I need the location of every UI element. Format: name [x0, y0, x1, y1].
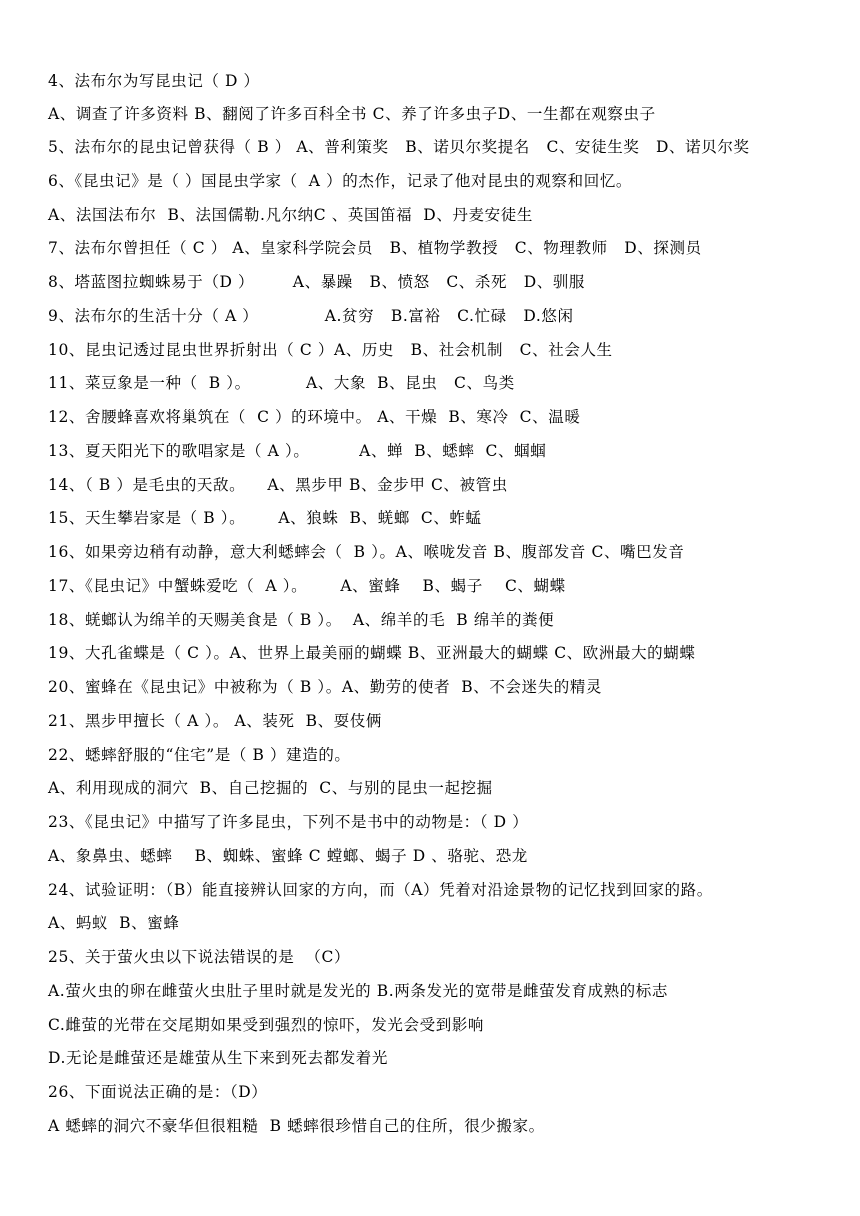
question-23-options: A、象鼻虫、蟋蟀 B、蜘蛛、蜜蜂 C 螳螂、蝎子 D 、骆驼、恐龙: [48, 847, 528, 865]
question-25-option-a-b: A.萤火虫的卵在雌萤火虫肚子里时就是发光的 B.两条发光的宽带是雌萤发育成熟的标志: [48, 982, 668, 1000]
question-22-options: A、利用现成的洞穴 B、自己挖掘的 C、与别的昆虫一起挖掘: [48, 779, 493, 797]
question-24-options: A、蚂蚁 B、蜜蜂: [48, 914, 180, 932]
question-14: 14、（ B ）是毛虫的天敌。 A、黑步甲 B、金步甲 C、被管虫: [48, 476, 508, 494]
question-15: 15、天生攀岩家是（ B ）。 A、狼蛛 B、蜣螂 C、蚱蜢: [48, 509, 482, 527]
question-25-option-c: C.雌萤的光带在交尾期如果受到强烈的惊吓，发光会受到影响: [48, 1016, 485, 1034]
question-16: 16、如果旁边稍有动静，意大利蟋蟀会（ B ）。A、喉咙发音 B、腹部发音 C、嘴巴发音: [48, 543, 685, 561]
question-25: 25、关于萤火虫以下说法错误的是 （C）: [48, 948, 351, 966]
question-10: 10、昆虫记透过昆虫世界折射出（ C ）A、历史 B、社会机制 C、社会人生: [48, 341, 613, 359]
question-13: 13、夏天阳光下的歌唱家是（ A ）。 A、蝉 B、蟋蟀 C、蝈蝈: [48, 442, 547, 460]
question-5: 5、法布尔的昆虫记曾获得（ B ） A、普利策奖 B、诺贝尔奖提名 C、安徒生奖 D、诺贝尔奖: [48, 138, 750, 156]
question-26: 26、下面说法正确的是：（D）: [48, 1083, 268, 1101]
question-17: 17、《昆虫记》中蟹蛛爱吃（ A ）。 A、蜜蜂 B、蝎子 C、蝴蝶: [48, 577, 566, 595]
question-6: 6、《昆虫记》是（ ）国昆虫学家（ A ）的杰作，记录了他对昆虫的观察和回忆。: [48, 172, 633, 190]
question-19: 19、大孔雀蝶是（ C ）。A、世界上最美丽的蝴蝶 B、亚洲最大的蝴蝶 C、欧洲最大的蝴蝶: [48, 644, 696, 662]
question-26-options: A 蟋蟀的洞穴不豪华但很粗糙 B 蟋蟀很珍惜自己的住所，很少搬家。: [48, 1117, 545, 1135]
question-18: 18、蜣螂认为绵羊的天赐美食是（ B ）。 A、绵羊的毛 B 绵羊的粪便: [48, 611, 555, 629]
question-24: 24、试验证明：（B）能直接辨认回家的方向，而（A）凭着对沿途景物的记忆找到回家的路。: [48, 881, 713, 899]
question-6-options: A、法国法布尔 B、法国儒勒.凡尔纳C 、英国笛福 D、丹麦安徒生: [48, 206, 533, 224]
question-12: 12、舍腰蜂喜欢将巢筑在（ C ）的环境中。 A、干燥 B、寒冷 C、温暖: [48, 408, 581, 426]
question-22: 22、蟋蟀舒服的“住宅”是（ B ）建造的。: [48, 746, 351, 764]
question-21: 21、黑步甲擅长（ A ）。 A、装死 B、耍伎俩: [48, 712, 382, 730]
question-11: 11、菜豆象是一种（ B ）。 A、大象 B、昆虫 C、鸟类: [48, 374, 515, 392]
question-7: 7、法布尔曾担任（ C ） A、皇家科学院会员 B、植物学教授 C、物理教师 D、探测员: [48, 239, 702, 257]
question-9: 9、法布尔的生活十分（ A ） A.贫穷 B.富裕 C.忙碌 D.悠闲: [48, 307, 574, 325]
question-8: 8、塔蓝图拉蜘蛛易于（D ） A、暴躁 B、愤怒 C、杀死 D、驯服: [48, 273, 586, 291]
question-25-option-d: D.无论是雌萤还是雄萤从生下来到死去都发着光: [48, 1049, 389, 1067]
question-4: 4、法布尔为写昆虫记（ D ）: [48, 72, 260, 90]
question-23: 23、《昆虫记》中描写了许多昆虫，下列不是书中的动物是：（ D ）: [48, 813, 529, 831]
question-4-options: A、调查了许多资料 B、翻阅了许多百科全书 C、养了许多虫子D、一生都在观察虫子: [48, 105, 656, 123]
question-20: 20、蜜蜂在《昆虫记》中被称为（ B ）。A、勤劳的使者 B、不会迷失的精灵: [48, 678, 603, 696]
